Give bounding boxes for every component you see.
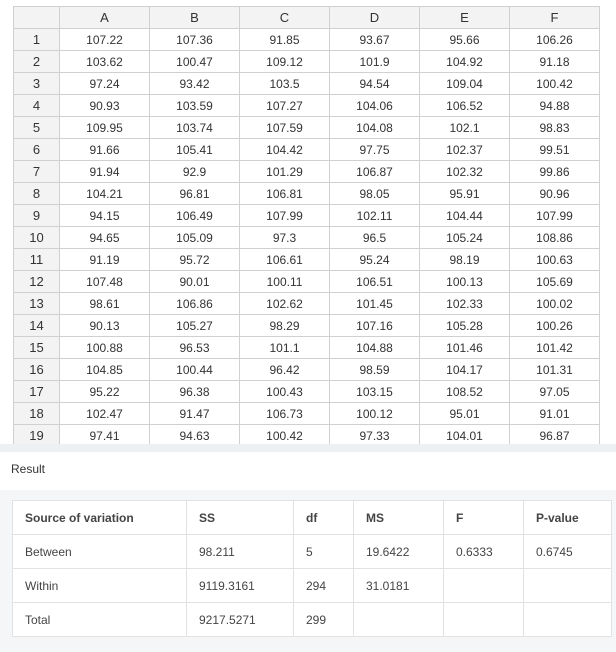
grid-cell[interactable]: 91.94	[60, 161, 150, 183]
row-header[interactable]: 7	[14, 161, 60, 183]
anova-cell: 31.0181	[354, 569, 444, 603]
grid-cell[interactable]: 103.5	[240, 73, 330, 95]
column-header-e[interactable]: E	[420, 7, 510, 29]
grid-cell[interactable]: 100.44	[150, 359, 240, 381]
grid-cell[interactable]: 100.42	[510, 73, 600, 95]
grid-cell[interactable]: 102.33	[420, 293, 510, 315]
grid-cell[interactable]: 101.1	[240, 337, 330, 359]
grid-cell[interactable]: 97.3	[240, 227, 330, 249]
grid-cell[interactable]: 98.61	[60, 293, 150, 315]
grid-cell[interactable]: 101.46	[420, 337, 510, 359]
anova-row	[13, 569, 612, 603]
anova-cell	[444, 569, 524, 603]
anova-column-header: SS	[187, 501, 294, 535]
table-row	[14, 161, 600, 183]
result-heading: Result	[11, 462, 46, 476]
grid-cell[interactable]: 97.41	[60, 425, 150, 447]
grid-cell[interactable]: 93.42	[150, 73, 240, 95]
row-header[interactable]: 10	[14, 227, 60, 249]
anova-cell: 294	[294, 569, 354, 603]
grid-cell[interactable]: 104.21	[60, 183, 150, 205]
grid-cell[interactable]: 96.87	[510, 425, 600, 447]
grid-cell[interactable]: 98.19	[420, 249, 510, 271]
table-row	[14, 95, 600, 117]
grid-body	[14, 29, 600, 447]
table-row	[14, 403, 600, 425]
anova-column-header: F	[444, 501, 524, 535]
grid-cell[interactable]: 105.28	[420, 315, 510, 337]
anova-column-header: MS	[354, 501, 444, 535]
grid-cell[interactable]: 95.66	[420, 29, 510, 51]
row-header[interactable]: 17	[14, 381, 60, 403]
grid-cell[interactable]: 100.63	[510, 249, 600, 271]
grid-cell[interactable]: 97.75	[330, 139, 420, 161]
grid-cell[interactable]: 108.86	[510, 227, 600, 249]
grid-cell[interactable]: 104.85	[60, 359, 150, 381]
grid-cell[interactable]: 104.44	[420, 205, 510, 227]
table-row	[14, 73, 600, 95]
anova-cell	[354, 603, 444, 637]
grid-cell[interactable]: 106.49	[150, 205, 240, 227]
grid-cell[interactable]: 101.31	[510, 359, 600, 381]
grid-cell[interactable]: 106.81	[240, 183, 330, 205]
grid-cell[interactable]: 94.65	[60, 227, 150, 249]
row-header[interactable]: 6	[14, 139, 60, 161]
anova-cell: Within	[13, 569, 187, 603]
table-row	[14, 271, 600, 293]
grid-cell[interactable]: 105.09	[150, 227, 240, 249]
grid-cell[interactable]: 105.24	[420, 227, 510, 249]
row-header[interactable]: 19	[14, 425, 60, 447]
column-header-row	[14, 7, 600, 29]
grid-cell[interactable]: 94.63	[150, 425, 240, 447]
grid-cell[interactable]: 102.47	[60, 403, 150, 425]
table-row	[14, 227, 600, 249]
grid-cell[interactable]: 91.01	[510, 403, 600, 425]
grid-cell[interactable]: 103.59	[150, 95, 240, 117]
grid-cell[interactable]: 90.01	[150, 271, 240, 293]
row-header[interactable]: 15	[14, 337, 60, 359]
grid-cell[interactable]: 90.96	[510, 183, 600, 205]
grid-cell[interactable]: 106.26	[510, 29, 600, 51]
grid-cell[interactable]: 90.13	[60, 315, 150, 337]
grid-cell[interactable]: 102.11	[330, 205, 420, 227]
anova-cell: 0.6745	[524, 535, 612, 569]
anova-row	[13, 535, 612, 569]
grid-cell[interactable]: 100.42	[240, 425, 330, 447]
grid-cell[interactable]: 103.15	[330, 381, 420, 403]
grid-cell[interactable]: 106.87	[330, 161, 420, 183]
grid-cell[interactable]: 106.86	[150, 293, 240, 315]
grid-cell[interactable]: 96.38	[150, 381, 240, 403]
table-row	[14, 249, 600, 271]
grid-cell[interactable]: 107.99	[240, 205, 330, 227]
row-header[interactable]: 4	[14, 95, 60, 117]
grid-cell[interactable]: 101.45	[330, 293, 420, 315]
data-grid	[13, 6, 600, 447]
column-header-a[interactable]: A	[60, 7, 150, 29]
grid-cell[interactable]: 91.18	[510, 51, 600, 73]
grid-cell[interactable]: 95.01	[420, 403, 510, 425]
grid-cell[interactable]: 105.41	[150, 139, 240, 161]
grid-cell[interactable]: 91.47	[150, 403, 240, 425]
grid-cell[interactable]: 101.9	[330, 51, 420, 73]
grid-cell[interactable]: 109.04	[420, 73, 510, 95]
grid-cell[interactable]: 104.01	[420, 425, 510, 447]
anova-cell: 5	[294, 535, 354, 569]
grid-cell[interactable]: 92.9	[150, 161, 240, 183]
grid-cell[interactable]: 100.43	[240, 381, 330, 403]
grid-cell[interactable]: 94.88	[510, 95, 600, 117]
grid-cell[interactable]: 90.93	[60, 95, 150, 117]
table-row	[14, 293, 600, 315]
section-divider	[0, 444, 616, 452]
anova-cell: 9119.3161	[187, 569, 294, 603]
corner-cell[interactable]	[14, 7, 60, 29]
anova-column-header: df	[294, 501, 354, 535]
grid-cell[interactable]: 95.91	[420, 183, 510, 205]
anova-cell	[444, 603, 524, 637]
anova-cell: Between	[13, 535, 187, 569]
grid-cell[interactable]: 107.22	[60, 29, 150, 51]
row-header[interactable]: 13	[14, 293, 60, 315]
row-header[interactable]: 9	[14, 205, 60, 227]
grid-cell[interactable]: 107.59	[240, 117, 330, 139]
row-header[interactable]: 16	[14, 359, 60, 381]
grid-cell[interactable]: 95.22	[60, 381, 150, 403]
table-row	[14, 315, 600, 337]
grid-cell[interactable]: 102.1	[420, 117, 510, 139]
grid-cell[interactable]: 94.15	[60, 205, 150, 227]
row-header[interactable]: 18	[14, 403, 60, 425]
anova-body	[13, 535, 612, 637]
grid-cell[interactable]: 100.12	[330, 403, 420, 425]
grid-cell[interactable]: 98.29	[240, 315, 330, 337]
grid-cell[interactable]: 96.42	[240, 359, 330, 381]
grid-cell[interactable]: 107.36	[150, 29, 240, 51]
row-header[interactable]: 8	[14, 183, 60, 205]
grid-cell[interactable]: 100.47	[150, 51, 240, 73]
anova-cell: 19.6422	[354, 535, 444, 569]
grid-cell[interactable]: 109.95	[60, 117, 150, 139]
grid-cell[interactable]: 107.27	[240, 95, 330, 117]
grid-cell[interactable]: 102.62	[240, 293, 330, 315]
anova-header-row	[13, 501, 612, 535]
grid-cell[interactable]: 104.42	[240, 139, 330, 161]
grid-cell[interactable]: 104.17	[420, 359, 510, 381]
grid-cell[interactable]: 98.59	[330, 359, 420, 381]
grid-cell[interactable]: 95.72	[150, 249, 240, 271]
row-header[interactable]: 1	[14, 29, 60, 51]
anova-column-header: P-value	[524, 501, 612, 535]
grid-cell[interactable]: 95.24	[330, 249, 420, 271]
row-header[interactable]: 2	[14, 51, 60, 73]
anova-cell	[524, 603, 612, 637]
table-row	[14, 29, 600, 51]
anova-column-header: Source of variation	[13, 501, 187, 535]
grid-cell[interactable]: 104.08	[330, 117, 420, 139]
row-header[interactable]: 11	[14, 249, 60, 271]
grid-cell[interactable]: 107.48	[60, 271, 150, 293]
grid-cell[interactable]: 105.27	[150, 315, 240, 337]
row-header[interactable]: 14	[14, 315, 60, 337]
grid-cell[interactable]: 106.61	[240, 249, 330, 271]
anova-cell: 0.6333	[444, 535, 524, 569]
table-row	[14, 337, 600, 359]
grid-cell[interactable]: 97.33	[330, 425, 420, 447]
grid-cell[interactable]: 93.67	[330, 29, 420, 51]
grid-cell[interactable]: 106.51	[330, 271, 420, 293]
table-row	[14, 359, 600, 381]
grid-cell[interactable]: 109.12	[240, 51, 330, 73]
grid-cell[interactable]: 96.81	[150, 183, 240, 205]
grid-cell[interactable]: 104.06	[330, 95, 420, 117]
table-row	[14, 381, 600, 403]
grid-cell[interactable]: 106.73	[240, 403, 330, 425]
row-header[interactable]: 3	[14, 73, 60, 95]
grid-cell[interactable]: 91.85	[240, 29, 330, 51]
table-row	[14, 51, 600, 73]
table-row	[14, 117, 600, 139]
grid-cell[interactable]: 96.5	[330, 227, 420, 249]
column-header-f[interactable]: F	[510, 7, 600, 29]
grid-cell[interactable]: 98.83	[510, 117, 600, 139]
grid-cell[interactable]: 107.16	[330, 315, 420, 337]
grid-cell[interactable]: 98.05	[330, 183, 420, 205]
grid-cell[interactable]: 100.13	[420, 271, 510, 293]
anova-cell	[524, 569, 612, 603]
grid-cell[interactable]: 104.92	[420, 51, 510, 73]
grid-cell[interactable]: 97.24	[60, 73, 150, 95]
grid-cell[interactable]: 101.42	[510, 337, 600, 359]
row-header[interactable]: 5	[14, 117, 60, 139]
grid-cell[interactable]: 100.88	[60, 337, 150, 359]
column-header-d[interactable]: D	[330, 7, 420, 29]
grid-cell[interactable]: 101.29	[240, 161, 330, 183]
grid-cell[interactable]: 100.11	[240, 271, 330, 293]
grid-cell[interactable]: 103.74	[150, 117, 240, 139]
grid-cell[interactable]: 91.19	[60, 249, 150, 271]
anova-cell: 299	[294, 603, 354, 637]
grid-cell[interactable]: 94.54	[330, 73, 420, 95]
grid-cell[interactable]: 102.37	[420, 139, 510, 161]
anova-cell: Total	[13, 603, 187, 637]
grid-cell[interactable]: 100.26	[510, 315, 600, 337]
column-header-b[interactable]: B	[150, 7, 240, 29]
anova-row	[13, 603, 612, 637]
grid-cell[interactable]: 106.52	[420, 95, 510, 117]
grid-cell[interactable]: 97.05	[510, 381, 600, 403]
table-row	[14, 183, 600, 205]
anova-cell: 9217.5271	[187, 603, 294, 637]
column-header-c[interactable]: C	[240, 7, 330, 29]
grid-cell[interactable]: 105.69	[510, 271, 600, 293]
grid-cell[interactable]: 99.86	[510, 161, 600, 183]
anova-cell: 98.211	[187, 535, 294, 569]
grid-cell[interactable]: 91.66	[60, 139, 150, 161]
grid-cell[interactable]: 103.62	[60, 51, 150, 73]
anova-table	[12, 500, 612, 637]
grid-cell[interactable]: 96.53	[150, 337, 240, 359]
row-header[interactable]: 12	[14, 271, 60, 293]
grid-cell[interactable]: 107.99	[510, 205, 600, 227]
grid-cell[interactable]: 102.32	[420, 161, 510, 183]
grid-cell[interactable]: 100.02	[510, 293, 600, 315]
grid-cell[interactable]: 104.88	[330, 337, 420, 359]
grid-cell[interactable]: 99.51	[510, 139, 600, 161]
grid-cell[interactable]: 108.52	[420, 381, 510, 403]
table-row	[14, 139, 600, 161]
table-row	[14, 205, 600, 227]
